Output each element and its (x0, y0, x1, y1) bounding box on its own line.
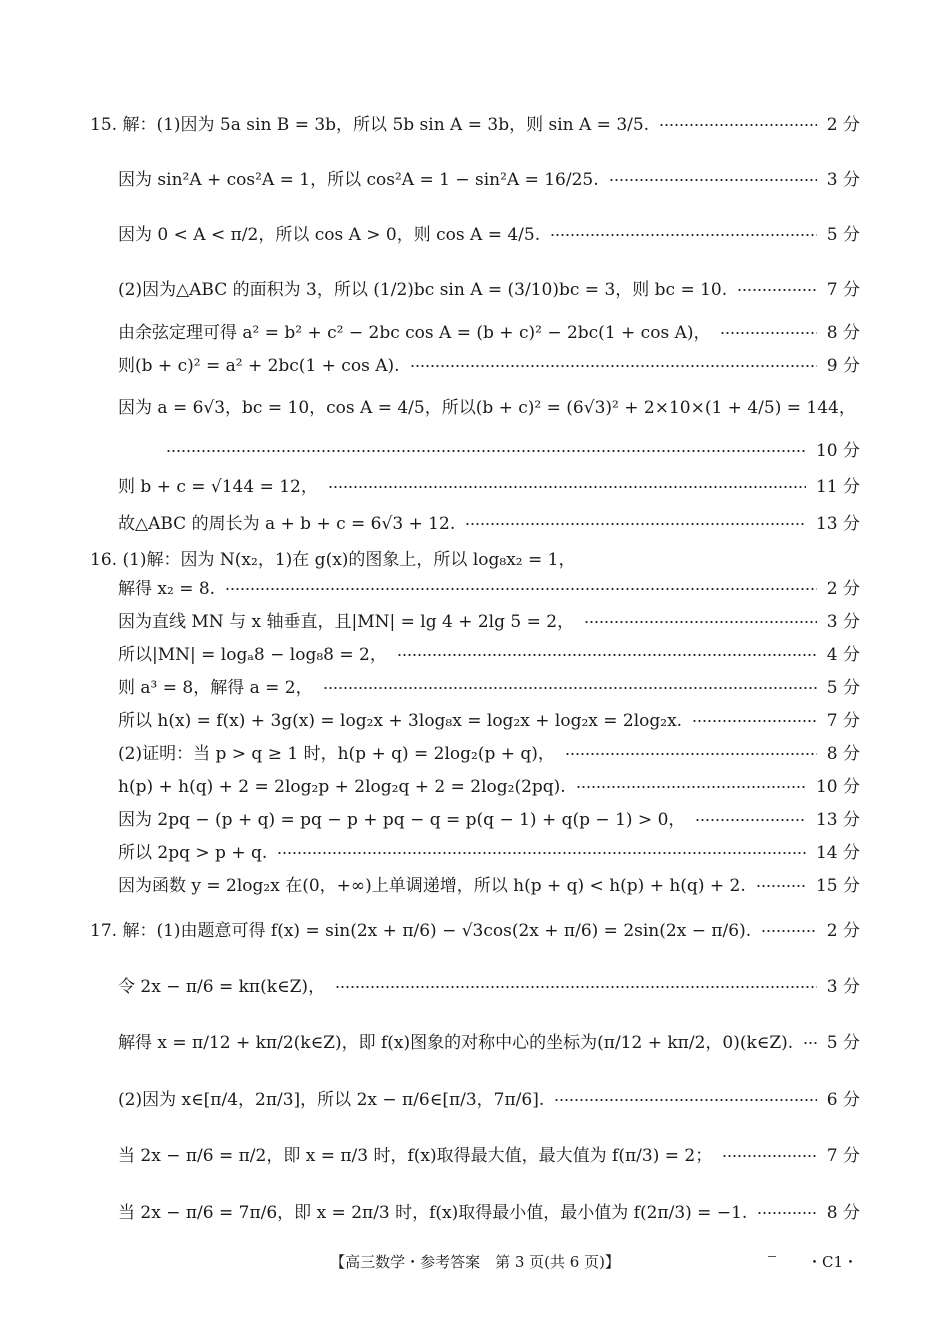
leader-dots (695, 819, 806, 821)
line-score: 2 分 (826, 115, 860, 135)
answer-line (0, 737, 950, 771)
line-score: 3 分 (826, 977, 860, 997)
line-score: 6 分 (826, 1090, 860, 1110)
leader-dots (722, 1155, 817, 1157)
line-text: 故△ABC 的周长为 a + b + c = 6√3 + 12. (118, 514, 456, 534)
answer-line (0, 108, 950, 142)
leader-dots (576, 786, 806, 788)
leader-dots (761, 930, 817, 932)
line-score: 8 分 (826, 1203, 860, 1223)
footer-code: ・C1・ (806, 1253, 858, 1271)
answer-line (0, 704, 950, 738)
answer-line (0, 1139, 950, 1173)
line-text: 所以 h(x) = f(x) + 3g(x) = log₂x + 3log₈x = log₂x + log₂x = 2log₂x. (118, 711, 683, 731)
line-text: (2)因为 x∈[π/4，2π/3]，所以 2x − π/6∈[π/3，7π/6]. (118, 1090, 545, 1110)
answer-line (0, 770, 950, 804)
leader-dots (757, 1212, 817, 1214)
line-score: 5 分 (826, 678, 860, 698)
line-score: 10 分 (815, 441, 860, 461)
line-text: 因为 2pq − (p + q) = pq − p + pq − q = p(q − 1) + q(p − 1) > 0， (118, 810, 686, 830)
line-score: 7 分 (826, 711, 860, 731)
line-score: 2 分 (826, 579, 860, 599)
leader-dots (565, 753, 817, 755)
line-score: 9 分 (826, 356, 860, 376)
leader-dots (756, 885, 806, 887)
line-text: 17. 解：(1)由题意可得 f(x) = sin(2x + π/6) − √3cos(2x + π/6) = 2sin(2x − π/6). (90, 921, 752, 941)
answer-line (0, 671, 950, 705)
leader-dots (166, 450, 806, 452)
line-text: 令 2x − π/6 = kπ(k∈Z)， (118, 977, 326, 997)
line-score: 15 分 (815, 876, 860, 896)
leader-dots (609, 179, 817, 181)
leader-dots (465, 523, 806, 525)
line-text: 因为 sin²A + cos²A = 1，所以 cos²A = 1 − sin²A = 16/25. (118, 170, 599, 190)
answer-line (0, 1026, 950, 1060)
answer-line (0, 218, 950, 252)
line-score: 7 分 (826, 1146, 860, 1166)
leader-dots (323, 687, 817, 689)
answer-line (0, 316, 950, 350)
answer-line (0, 869, 950, 903)
line-text: 因为直线 MN 与 x 轴垂直，且|MN| = lg 4 + 2lg 5 = 2， (118, 612, 575, 632)
answer-line (0, 836, 950, 870)
answer-line (0, 507, 950, 541)
line-score: 11 分 (815, 477, 860, 497)
leader-dots (397, 654, 817, 656)
answer-line (0, 434, 950, 468)
answer-line (0, 391, 950, 425)
line-score: 13 分 (815, 810, 860, 830)
page-footer (0, 1250, 950, 1274)
answer-line (0, 572, 950, 606)
line-text: h(p) + h(q) + 2 = 2log₂p + 2log₂q + 2 = 2log₂(2pq). (118, 777, 566, 797)
leader-dots (328, 486, 806, 488)
leader-dots (554, 1099, 817, 1101)
line-text: 解得 x₂ = 8. (118, 579, 216, 599)
leader-dots (803, 1042, 817, 1044)
line-text: 当 2x − π/6 = π/2，即 x = π/3 时，f(x)取得最大值，最大值为 f(π/3) = 2； (118, 1146, 713, 1166)
line-text: 因为 0 < A < π/2，所以 cos A > 0，则 cos A = 4/5. (118, 225, 541, 245)
footer-mark (768, 1256, 776, 1257)
line-score: 3 分 (826, 612, 860, 632)
line-text: 所以 2pq > p + q. (118, 843, 268, 863)
answer-line (0, 605, 950, 639)
line-text: 16. (1)解：因为 N(x₂，1)在 g(x)的图象上，所以 log₈x₂ = 1， (90, 550, 576, 570)
line-score: 7 分 (826, 280, 860, 300)
line-text: (2)因为△ABC 的面积为 3，所以 (1/2)bc sin A = (3/10)bc = 3，则 bc = 10. (118, 280, 728, 300)
line-score: 8 分 (826, 744, 860, 764)
line-text: (2)证明：当 p > q ≥ 1 时，h(p + q) = 2log₂(p + q)， (118, 744, 555, 764)
answer-line (0, 1083, 950, 1117)
leader-dots (410, 365, 817, 367)
line-score: 5 分 (826, 1033, 860, 1053)
leader-dots (335, 986, 817, 988)
line-text: 则 b + c = √144 = 12， (118, 477, 318, 497)
line-text: 当 2x − π/6 = 7π/6，即 x = 2π/3 时，f(x)取得最小值，最小值为 f(2π/3) = −1. (118, 1203, 748, 1223)
line-score: 10 分 (815, 777, 860, 797)
line-text: 因为函数 y = 2log₂x 在(0，+∞)上单调递增，所以 h(p + q) < h(p) + h(q) + 2. (118, 876, 746, 896)
line-text: 则 a³ = 8，解得 a = 2， (118, 678, 313, 698)
leader-dots (720, 332, 817, 334)
line-text: 则(b + c)² = a² + 2bc(1 + cos A). (118, 356, 400, 376)
answer-line (0, 349, 950, 383)
line-text: 解得 x = π/12 + kπ/2(k∈Z)，即 f(x)图象的对称中心的坐标为(π/12 + kπ/2，0)(k∈Z). (118, 1033, 794, 1053)
answer-line (0, 914, 950, 948)
line-score: 8 分 (826, 323, 860, 343)
line-text: 15. 解：(1)因为 5a sin B = 3b，所以 5b sin A = 3b，则 sin A = 3/5. (90, 115, 650, 135)
line-score: 4 分 (826, 645, 860, 665)
answer-line (0, 803, 950, 837)
line-text: 因为 a = 6√3，bc = 10，cos A = 4/5，所以(b + c)² = (6√3)² + 2×10×(1 + 4/5) = 144， (118, 398, 856, 418)
answer-line (0, 1196, 950, 1230)
line-score: 13 分 (815, 514, 860, 534)
line-text: 由余弦定理可得 a² = b² + c² − 2bc cos A = (b + c)² − 2bc(1 + cos A)， (118, 323, 711, 343)
line-score: 2 分 (826, 921, 860, 941)
leader-dots (225, 588, 817, 590)
answer-line (0, 470, 950, 504)
footer-title: 【高三数学・参考答案 第 3 页(共 6 页)】 (330, 1253, 620, 1271)
answer-line (0, 638, 950, 672)
answer-line (0, 163, 950, 197)
line-text: 所以|MN| = logₐ8 − log₈8 = 2， (118, 645, 387, 665)
leader-dots (550, 234, 817, 236)
leader-dots (584, 621, 817, 623)
leader-dots (277, 852, 806, 854)
line-score: 3 分 (826, 170, 860, 190)
leader-dots (692, 720, 817, 722)
answer-line (0, 970, 950, 1004)
answer-line (0, 273, 950, 307)
leader-dots (659, 124, 817, 126)
line-score: 14 分 (815, 843, 860, 863)
line-score: 5 分 (826, 225, 860, 245)
leader-dots (737, 289, 817, 291)
